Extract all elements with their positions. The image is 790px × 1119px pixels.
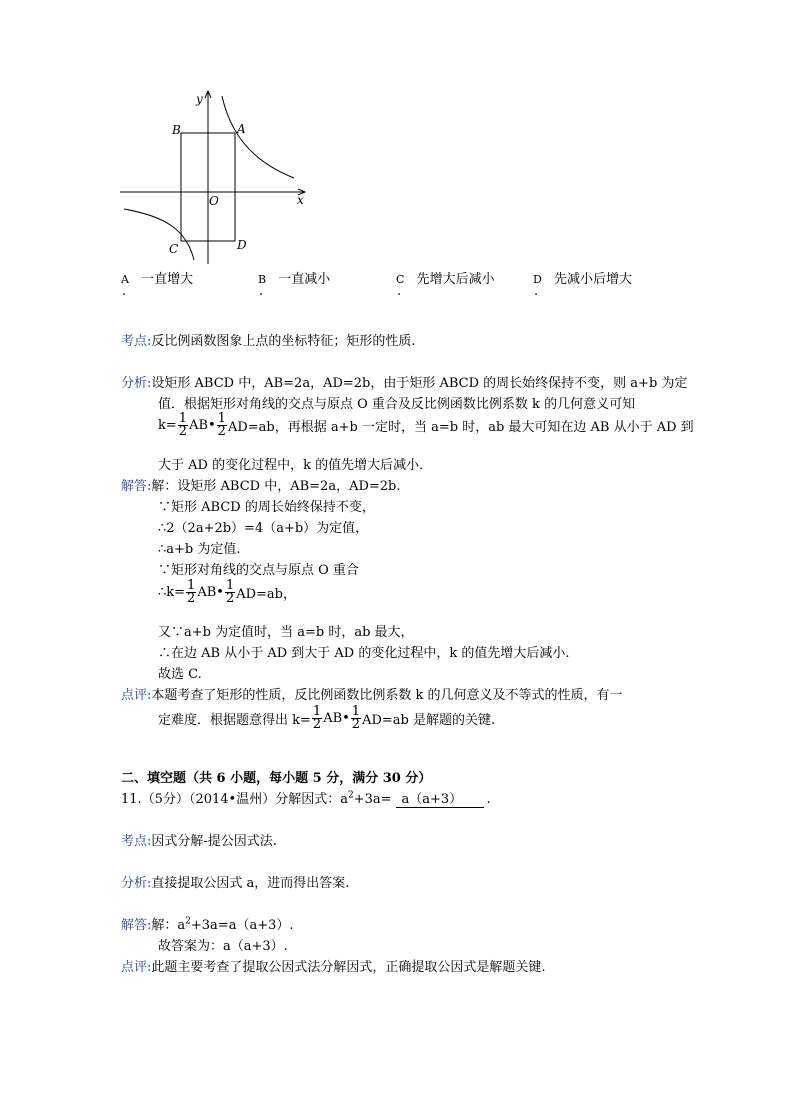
option-text: 先增大后减小 — [416, 272, 495, 287]
option-text: 先减小后增大 — [553, 272, 632, 287]
math-text: AD=ab，再根据 a+b 一定时，当 a=b 时，ab 最大可知在边 AB 从小于 AD 到 — [227, 420, 694, 435]
math-text: k= — [158, 418, 177, 433]
jieda-sup: 2 — [185, 916, 191, 927]
answer-blank[interactable] — [396, 788, 484, 808]
jieda-label: 解答: — [121, 918, 152, 933]
math-text: 定难度．根据题意得出 k= — [158, 713, 311, 728]
jieda-text: 解：a — [151, 918, 186, 933]
stem-end: . — [486, 792, 491, 807]
jieda-label: 解答: — [121, 479, 152, 494]
section-title: 二、填空题（共 6 小题，每小题 5 分，满分 30 分） — [121, 771, 432, 786]
dianping-label: 点评: — [121, 960, 152, 975]
stem-text: +3a= — [353, 792, 392, 807]
option-dot: . — [534, 284, 539, 299]
q10-jieda-line4: ∴a+b 为定值. — [158, 542, 241, 557]
option-a[interactable] — [121, 268, 193, 287]
hyperbola-rectangle-graph — [118, 88, 318, 268]
fraction-half — [225, 580, 235, 605]
hyperbola-branch-q3 — [124, 209, 194, 260]
q10-jieda-line1 — [121, 475, 401, 494]
numerator: 1 — [178, 411, 188, 426]
q10-fenxi-line2: 值．根据矩形对角线的交点与原点 O 重合及反比例函数比例系数 k 的几何意义可知 — [158, 397, 636, 412]
label-d: D — [237, 238, 247, 252]
option-letter: B — [258, 273, 267, 286]
option-text: 一直减小 — [278, 272, 331, 287]
fraction-half — [186, 580, 196, 605]
option-letter: A — [121, 273, 129, 286]
q11-dianping — [121, 956, 546, 975]
fenxi-label: 分析: — [121, 376, 152, 391]
math-text: AD=ab 是解题的关键. — [362, 713, 496, 728]
q11-kaodian — [121, 830, 277, 849]
option-dot: . — [259, 284, 264, 299]
q10-jieda-line2: ∵矩形 ABCD 的周长始终保持不变， — [158, 500, 375, 515]
q11-jieda-line2: 故答案为：a（a+3）. — [158, 939, 288, 954]
stem-text: 11.（5分）（2014•温州）分解因式：a — [121, 792, 348, 807]
fraction-half — [217, 413, 227, 438]
answer-text: a（a+3） — [401, 792, 463, 807]
fraction-half — [178, 413, 188, 438]
option-letter: C — [396, 273, 405, 286]
label-x: x — [297, 193, 304, 207]
q10-fenxi-line4: 大于 AD 的变化过程中，k 的值先增大后减小． — [158, 458, 433, 473]
fenxi-text: 直接提取公因式 a，进而得出答案. — [151, 876, 350, 891]
denominator: 2 — [312, 717, 322, 732]
numerator: 1 — [217, 411, 226, 426]
label-b: B — [172, 123, 181, 137]
q11-fenxi — [121, 872, 349, 891]
math-text: AB• — [323, 711, 350, 726]
q10-jieda-line7: 又∵a+b 为定值时，当 a=b 时，ab 最大， — [158, 625, 414, 640]
label-c: C — [169, 242, 179, 256]
q10-kaodian — [121, 330, 416, 349]
q11-jieda-line1 — [121, 914, 294, 933]
option-text: 一直增大 — [141, 272, 194, 287]
kaodian-text: 反比例函数图象上点的坐标特征；矩形的性质. — [151, 334, 416, 349]
option-b[interactable] — [258, 268, 330, 287]
dianping-text: 本题考查了矩形的性质，反比例函数比例系数 k 的几何意义及不等式的性质，有一 — [151, 688, 623, 703]
denominator: 2 — [178, 424, 188, 439]
label-a: A — [237, 122, 246, 136]
dianping-text: 此题主要考查了提取公因式法分解因式，正确提取公因式是解题关键. — [151, 960, 546, 975]
q10-dianping-line2 — [158, 706, 495, 731]
numerator: 1 — [351, 704, 361, 719]
option-dot: . — [122, 284, 127, 299]
q10-fenxi-line3 — [158, 413, 694, 438]
fenxi-text: 设矩形 ABCD 中，AB=2a，AD=2b，由于矩形 ABCD 的周长始终保持不变，则 a+b 为定 — [151, 376, 688, 391]
numerator: 1 — [187, 578, 196, 593]
denominator: 2 — [187, 591, 196, 606]
label-y: y — [196, 92, 203, 106]
q11-stem — [121, 788, 491, 808]
option-dot: . — [397, 284, 402, 299]
q10-dianping-line1 — [121, 684, 623, 703]
label-o: O — [209, 194, 219, 208]
denominator: 2 — [351, 717, 361, 732]
q10-jieda-line8: ∴在边 AB 从小于 AD 到大于 AD 的变化过程中，k 的值先增大后减小. — [158, 646, 570, 661]
q10-fenxi-line1 — [121, 372, 687, 391]
fraction-half — [351, 706, 361, 731]
kaodian-label: 考点: — [121, 334, 152, 349]
q10-jieda-line5: ∵矩形对角线的交点与原点 O 重合 — [158, 563, 359, 578]
denominator: 2 — [217, 424, 226, 439]
numerator: 1 — [225, 578, 235, 593]
math-text: ∴k= — [158, 585, 186, 600]
stem-sup: 2 — [347, 790, 354, 801]
denominator: 2 — [225, 591, 235, 606]
option-d[interactable] — [533, 268, 632, 287]
q10-jieda-line6 — [158, 580, 296, 605]
jieda-text: +3a=a（a+3）. — [190, 918, 294, 933]
numerator: 1 — [312, 704, 322, 719]
jieda-text: 解：设矩形 ABCD 中，AB=2a，AD=2b. — [151, 479, 401, 494]
dianping-label: 点评: — [121, 688, 152, 703]
math-text: AB• — [197, 585, 224, 600]
hyperbola-branch-q1 — [222, 96, 294, 178]
math-text: AB• — [189, 418, 216, 433]
kaodian-label: 考点: — [121, 834, 152, 849]
option-letter: D — [533, 273, 542, 286]
fenxi-label: 分析: — [121, 876, 152, 891]
fraction-half — [312, 706, 322, 731]
kaodian-text: 因式分解-提公因式法. — [151, 834, 277, 849]
option-c[interactable] — [396, 268, 495, 287]
q10-jieda-line3: ∴2（2a+2b）=4（a+b）为定值， — [158, 521, 369, 536]
q10-jieda-line9: 故选 C. — [158, 667, 202, 682]
math-text: AD=ab， — [236, 587, 296, 602]
